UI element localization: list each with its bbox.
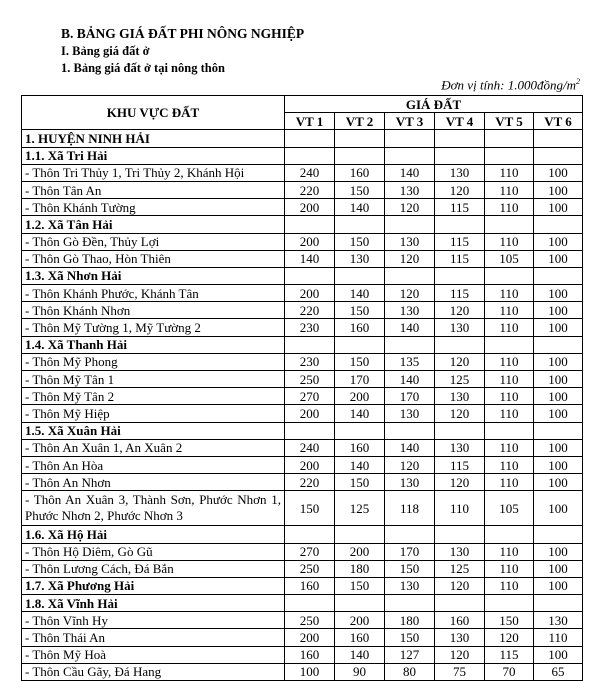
- price-cell: 125: [435, 560, 485, 577]
- price-cell: [534, 422, 583, 439]
- price-cell: [285, 526, 335, 543]
- price-cell: 100: [534, 405, 583, 422]
- area-name-cell: 1.2. Xã Tân Hải: [22, 216, 285, 233]
- subsection-heading: I. Bảng giá đất ở: [61, 44, 150, 58]
- price-cell: 100: [534, 388, 583, 405]
- area-name-cell: 1.4. Xã Thanh Hải: [22, 336, 285, 353]
- price-cell: 170: [335, 371, 385, 388]
- price-cell: 115: [435, 199, 485, 216]
- price-cell: 100: [285, 663, 335, 680]
- price-cell: 150: [335, 181, 385, 198]
- commune-row: [22, 577, 583, 594]
- price-cell: [285, 422, 335, 439]
- price-cell: 220: [285, 302, 335, 319]
- price-cell: 100: [534, 439, 583, 456]
- price-cell: 100: [534, 560, 583, 577]
- price-cell: [485, 147, 534, 164]
- table-row: [22, 181, 583, 198]
- price-cell: 120: [435, 302, 485, 319]
- price-cell: 130: [435, 388, 485, 405]
- price-cell: 135: [385, 353, 435, 370]
- price-cell: 75: [435, 663, 485, 680]
- price-cell: 140: [385, 371, 435, 388]
- price-header: GIÁ ĐẤT: [285, 96, 583, 113]
- price-cell: 125: [435, 371, 485, 388]
- price-cell: 200: [335, 543, 385, 560]
- price-cell: 150: [335, 474, 385, 491]
- price-cell: 180: [335, 560, 385, 577]
- price-cell: 110: [485, 233, 534, 250]
- price-cell: 100: [534, 491, 583, 526]
- price-cell: 140: [335, 199, 385, 216]
- area-name-cell: - Thôn Tân An: [22, 181, 285, 198]
- price-cell: 160: [335, 629, 385, 646]
- price-cell: [435, 267, 485, 284]
- table-row: [22, 629, 583, 646]
- land-price-table: [21, 95, 583, 681]
- price-cell: [385, 147, 435, 164]
- price-cell: 150: [285, 491, 335, 526]
- price-cell: 130: [435, 164, 485, 181]
- price-cell: 120: [435, 577, 485, 594]
- price-cell: 100: [534, 371, 583, 388]
- price-cell: 105: [485, 491, 534, 526]
- price-cell: 130: [534, 612, 583, 629]
- price-cell: 110: [435, 491, 485, 526]
- price-cell: 130: [385, 181, 435, 198]
- area-name-cell: - Thôn An Hòa: [22, 456, 285, 473]
- price-cell: 100: [534, 543, 583, 560]
- table-row: [22, 319, 583, 336]
- price-cell: 100: [534, 302, 583, 319]
- price-cell: 115: [435, 456, 485, 473]
- price-cell: 220: [285, 474, 335, 491]
- price-cell: 200: [335, 612, 385, 629]
- table-row: [22, 371, 583, 388]
- price-cell: [335, 130, 385, 147]
- price-cell: 100: [534, 164, 583, 181]
- price-cell: 110: [485, 371, 534, 388]
- price-cell: [534, 336, 583, 353]
- section-heading: B. BẢNG GIÁ ĐẤT PHI NÔNG NGHIỆP: [61, 26, 305, 41]
- price-cell: 105: [485, 250, 534, 267]
- price-cell: [385, 336, 435, 353]
- price-cell: 160: [335, 164, 385, 181]
- price-cell: 140: [335, 646, 385, 663]
- price-cell: [485, 130, 534, 147]
- price-cell: 150: [485, 612, 534, 629]
- price-cell: 115: [435, 285, 485, 302]
- vt-header: VT 1: [285, 113, 335, 130]
- price-cell: 200: [285, 405, 335, 422]
- price-cell: [435, 595, 485, 612]
- price-cell: 100: [534, 319, 583, 336]
- area-name-cell: - Thôn Thái An: [22, 629, 285, 646]
- price-cell: [385, 267, 435, 284]
- price-cell: [435, 422, 485, 439]
- price-cell: 200: [285, 285, 335, 302]
- price-cell: 110: [485, 388, 534, 405]
- unit-note: Đơn vị tính: $1.000đồng/m^2$: [441, 77, 580, 93]
- table-row: [22, 285, 583, 302]
- price-cell: [534, 216, 583, 233]
- price-cell: 160: [285, 646, 335, 663]
- price-cell: 140: [285, 250, 335, 267]
- area-name-cell: 1.3. Xã Nhơn Hải: [22, 267, 285, 284]
- price-cell: 130: [335, 250, 385, 267]
- price-cell: [385, 595, 435, 612]
- area-name-cell: 1. HUYỆN NINH HẢI: [22, 130, 285, 147]
- price-cell: 110: [485, 543, 534, 560]
- table-row: [22, 474, 583, 491]
- price-cell: [335, 216, 385, 233]
- table-row: [22, 388, 583, 405]
- price-cell: [435, 526, 485, 543]
- price-cell: 150: [335, 233, 385, 250]
- price-cell: [285, 147, 335, 164]
- price-cell: [385, 216, 435, 233]
- area-name-cell: - Thôn An Xuân 1, An Xuân 2: [22, 439, 285, 456]
- area-name-cell: - Thôn Gò Đền, Thủy Lợi: [22, 233, 285, 250]
- price-cell: 100: [534, 456, 583, 473]
- area-name-cell: - Thôn Mỹ Hoà: [22, 646, 285, 663]
- table-row: [22, 646, 583, 663]
- price-cell: [534, 526, 583, 543]
- price-cell: [485, 216, 534, 233]
- price-cell: 200: [285, 629, 335, 646]
- price-cell: 220: [285, 181, 335, 198]
- price-cell: 110: [485, 456, 534, 473]
- area-name-cell: - Thôn Khánh Tường: [22, 199, 285, 216]
- table-row: [22, 405, 583, 422]
- price-cell: 100: [534, 199, 583, 216]
- commune-row: [22, 216, 583, 233]
- price-cell: 110: [485, 353, 534, 370]
- price-cell: 170: [385, 388, 435, 405]
- price-cell: [285, 216, 335, 233]
- price-cell: 110: [485, 285, 534, 302]
- area-name-cell: - Thôn Mỹ Phong: [22, 353, 285, 370]
- price-cell: 100: [534, 474, 583, 491]
- commune-row: [22, 526, 583, 543]
- area-name-cell: - Thôn An Nhơn: [22, 474, 285, 491]
- price-cell: 140: [335, 405, 385, 422]
- price-cell: [285, 130, 335, 147]
- area-name-cell: - Thôn Mỹ Tân 1: [22, 371, 285, 388]
- price-cell: [385, 130, 435, 147]
- area-name-cell: - Thôn Vĩnh Hy: [22, 612, 285, 629]
- price-cell: 130: [435, 439, 485, 456]
- area-name-cell: - Thôn Tri Thủy 1, Tri Thủy 2, Khánh Hội: [22, 164, 285, 181]
- area-name-cell: - Thôn Khánh Phước, Khánh Tân: [22, 285, 285, 302]
- price-cell: 200: [285, 233, 335, 250]
- price-cell: 120: [385, 285, 435, 302]
- area-name-cell: - Thôn Mỹ Tường 1, Mỹ Tường 2: [22, 319, 285, 336]
- price-cell: 120: [485, 629, 534, 646]
- price-cell: 110: [485, 577, 534, 594]
- price-cell: 140: [385, 439, 435, 456]
- price-cell: 110: [485, 302, 534, 319]
- table-body: [22, 130, 583, 681]
- price-cell: 120: [435, 353, 485, 370]
- price-cell: 160: [335, 319, 385, 336]
- price-cell: [485, 336, 534, 353]
- table-row: [22, 353, 583, 370]
- price-cell: [335, 595, 385, 612]
- district-row: [22, 130, 583, 147]
- table-row: [22, 233, 583, 250]
- commune-row: [22, 336, 583, 353]
- table-row: [22, 456, 583, 473]
- price-cell: 250: [285, 612, 335, 629]
- price-cell: 100: [534, 250, 583, 267]
- vt-header: VT 4: [435, 113, 485, 130]
- table-row: [22, 491, 583, 526]
- area-name-cell: - Thôn Gò Thao, Hòn Thiên: [22, 250, 285, 267]
- price-cell: 150: [385, 629, 435, 646]
- area-name-cell: 1.6. Xã Hộ Hải: [22, 526, 285, 543]
- table-row: [22, 302, 583, 319]
- price-cell: 110: [485, 560, 534, 577]
- price-cell: 160: [435, 612, 485, 629]
- price-cell: [534, 267, 583, 284]
- price-cell: 110: [485, 181, 534, 198]
- price-cell: 110: [485, 474, 534, 491]
- price-cell: 118: [385, 491, 435, 526]
- price-cell: 140: [335, 285, 385, 302]
- price-cell: [435, 147, 485, 164]
- price-cell: [485, 422, 534, 439]
- price-cell: 170: [385, 543, 435, 560]
- price-cell: 120: [435, 474, 485, 491]
- area-name-cell: - Thôn Mỹ Tân 2: [22, 388, 285, 405]
- price-cell: [385, 422, 435, 439]
- price-cell: 110: [485, 319, 534, 336]
- price-cell: 100: [534, 353, 583, 370]
- area-name-cell: - Thôn Hộ Diêm, Gò Gũ: [22, 543, 285, 560]
- price-cell: 160: [335, 439, 385, 456]
- price-cell: 200: [335, 388, 385, 405]
- price-cell: 270: [285, 543, 335, 560]
- price-cell: [285, 267, 335, 284]
- table-row: [22, 560, 583, 577]
- table-row: [22, 439, 583, 456]
- price-cell: 130: [385, 577, 435, 594]
- price-cell: 127: [385, 646, 435, 663]
- price-cell: 100: [534, 181, 583, 198]
- commune-row: [22, 422, 583, 439]
- price-cell: 130: [435, 629, 485, 646]
- area-name-cell: 1.7. Xã Phương Hải: [22, 577, 285, 594]
- price-cell: 120: [385, 456, 435, 473]
- price-cell: 230: [285, 319, 335, 336]
- price-cell: 130: [385, 474, 435, 491]
- price-cell: [335, 267, 385, 284]
- price-cell: 150: [335, 302, 385, 319]
- area-name-cell: 1.5. Xã Xuân Hải: [22, 422, 285, 439]
- area-name-cell: - Thôn An Xuân 3, Thành Sơn, Phước Nhơn 1, Phước Nhơn 2, Phước Nhơn 3: [22, 491, 285, 526]
- price-cell: [335, 147, 385, 164]
- price-cell: 140: [335, 456, 385, 473]
- price-cell: [534, 130, 583, 147]
- price-cell: [335, 526, 385, 543]
- price-cell: 150: [335, 353, 385, 370]
- price-cell: [435, 216, 485, 233]
- price-cell: [485, 267, 534, 284]
- price-cell: 240: [285, 439, 335, 456]
- price-cell: [335, 336, 385, 353]
- price-cell: 130: [385, 405, 435, 422]
- table-row: [22, 164, 583, 181]
- table-row: [22, 543, 583, 560]
- price-cell: 240: [285, 164, 335, 181]
- vt-header: VT 3: [385, 113, 435, 130]
- price-cell: 115: [435, 250, 485, 267]
- commune-row: [22, 267, 583, 284]
- area-header: KHU VỰC ĐẤT: [22, 96, 285, 130]
- price-cell: 250: [285, 371, 335, 388]
- area-name-cell: - Thôn Cầu Gãy, Đá Hang: [22, 663, 285, 680]
- price-cell: 120: [435, 646, 485, 663]
- price-cell: 120: [435, 181, 485, 198]
- price-cell: 120: [435, 405, 485, 422]
- price-cell: [435, 336, 485, 353]
- price-cell: 125: [335, 491, 385, 526]
- price-cell: 110: [534, 629, 583, 646]
- price-cell: 115: [435, 233, 485, 250]
- price-cell: [285, 595, 335, 612]
- price-cell: 110: [485, 164, 534, 181]
- price-cell: [285, 336, 335, 353]
- price-cell: 80: [385, 663, 435, 680]
- area-name-cell: - Thôn Lương Cách, Đá Bắn: [22, 560, 285, 577]
- price-cell: 150: [335, 577, 385, 594]
- price-cell: 115: [485, 646, 534, 663]
- price-cell: [435, 130, 485, 147]
- price-cell: 140: [385, 319, 435, 336]
- price-cell: 130: [385, 233, 435, 250]
- price-cell: 110: [485, 405, 534, 422]
- area-name-cell: - Thôn Khánh Nhơn: [22, 302, 285, 319]
- table-row: [22, 663, 583, 680]
- price-cell: [485, 595, 534, 612]
- table-heading: 1. Bảng giá đất ở tại nông thôn: [61, 61, 225, 75]
- area-name-cell: 1.1. Xã Tri Hải: [22, 147, 285, 164]
- commune-row: [22, 595, 583, 612]
- price-cell: 230: [285, 353, 335, 370]
- price-cell: 130: [435, 543, 485, 560]
- price-cell: 100: [534, 646, 583, 663]
- commune-row: [22, 147, 583, 164]
- vt-header: VT 5: [485, 113, 534, 130]
- area-name-cell: - Thôn Mỹ Hiệp: [22, 405, 285, 422]
- price-cell: 100: [534, 285, 583, 302]
- price-cell: 130: [385, 302, 435, 319]
- price-cell: [534, 147, 583, 164]
- price-cell: 270: [285, 388, 335, 405]
- price-cell: 100: [534, 233, 583, 250]
- price-cell: [534, 595, 583, 612]
- table-row: [22, 612, 583, 629]
- price-cell: [335, 422, 385, 439]
- price-cell: 120: [385, 199, 435, 216]
- price-cell: 100: [534, 577, 583, 594]
- price-cell: 180: [385, 612, 435, 629]
- table-row: [22, 250, 583, 267]
- price-cell: [385, 526, 435, 543]
- price-cell: 110: [485, 439, 534, 456]
- price-cell: 200: [285, 456, 335, 473]
- price-cell: 65: [534, 663, 583, 680]
- price-cell: 200: [285, 199, 335, 216]
- price-cell: 120: [385, 250, 435, 267]
- price-cell: 160: [285, 577, 335, 594]
- price-cell: [485, 526, 534, 543]
- vt-header: VT 2: [335, 113, 385, 130]
- price-cell: 140: [385, 164, 435, 181]
- vt-header: VT 6: [534, 113, 583, 130]
- table-row: [22, 199, 583, 216]
- price-cell: 70: [485, 663, 534, 680]
- price-cell: 110: [485, 199, 534, 216]
- price-cell: 250: [285, 560, 335, 577]
- price-cell: 130: [435, 319, 485, 336]
- area-name-cell: 1.8. Xã Vĩnh Hải: [22, 595, 285, 612]
- price-cell: 150: [385, 560, 435, 577]
- price-cell: 90: [335, 663, 385, 680]
